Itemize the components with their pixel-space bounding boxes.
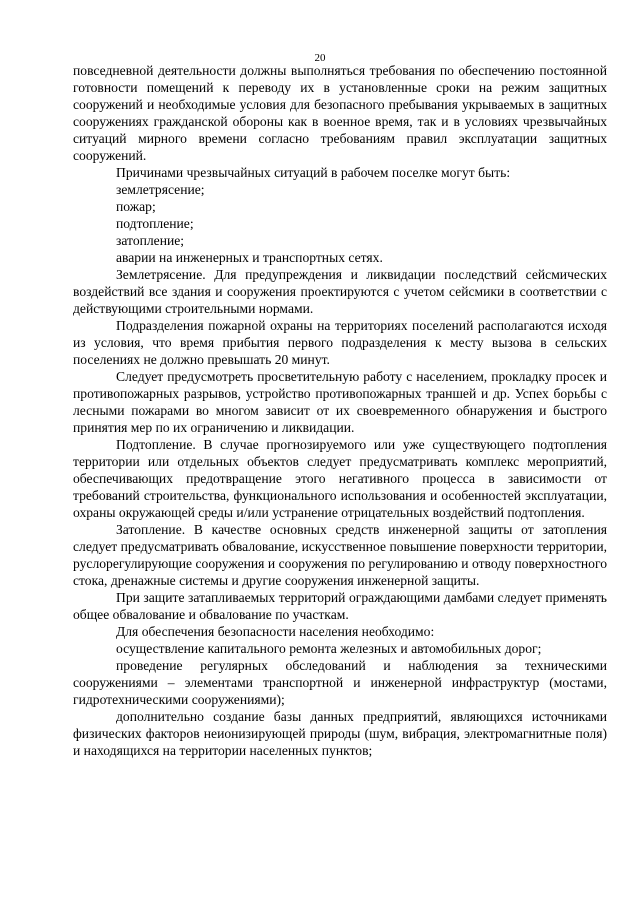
list-item-underflooding: подтопление; <box>116 216 194 231</box>
paragraph-dams: При защите затапливаемых территорий ограждающими дамбами следует применять общее обвалование и обвалование по участкам. <box>73 590 607 622</box>
paragraph-fire-units: Подразделения пожарной охраны на территориях поселений располагаются исходя из условия, что время прибытия первого подразделения к месту вызова в сельских поселениях не должно превышать 20 минут. <box>73 318 607 367</box>
document-body <box>73 62 607 759</box>
paragraph-road-repair: осуществление капитального ремонта железных и автомобильных дорог; <box>116 641 542 656</box>
paragraph-database: дополнительно создание базы данных предприятий, являющихся источниками физических факторов неионизирующей природы (шум, вибрация, электромагнитные поля) и находящихся на территории населенных пунктов; <box>73 709 607 758</box>
paragraph-continued-text: повседневной деятельности должны выполняться требования по обеспечению постоянной готовности помещений к переводу их в установленные сроки на режим защитных сооружений и необходимые условия для безопасного пребывания укрываемых в защитных сооружениях гражданской обороны как в военное время, так и в условиях чрезвычайных ситуаций мирного времени согласно требованиям правил эксплуатации защитных сооружений. <box>73 63 607 163</box>
page-number: 20 <box>314 52 326 64</box>
list-item-fire: пожар; <box>116 199 156 214</box>
paragraph-forest-fires: Следует предусмотреть просветительную работу с населением, прокладку просек и противопожарных разрывов, устройство противопожарных траншей и др. Успех борьбы с лесными пожарами во многом зависит от их своевременного обнаружения и быстрого принятия мер по их ограничению и ликвидации. <box>73 369 607 435</box>
list-item-earthquake: землетрясение; <box>116 182 205 197</box>
paragraph-flooding: Затопление. В качестве основных средств инженерной защиты от затопления следует предусматривать обвалование, искусственное повышение поверхности территории, руслорегулирующие сооружения и сооружения по регулированию и отводу поверхностного стока, дренажные системы и другие сооружения инженерной защиты. <box>73 522 607 588</box>
paragraph-safety-intro: Для обеспечения безопасности населения необходимо: <box>116 624 435 639</box>
list-item-flooding: затопление; <box>116 233 185 248</box>
paragraph-emergency-causes-intro: Причинами чрезвычайных ситуаций в рабочем поселке могут быть: <box>116 165 511 180</box>
paragraph-underflooding: Подтопление. В случае прогнозируемого или уже существующего подтопления территории или отдельных объектов следует предусматривать комплекс мероприятий, обеспечивающих предотвращение этого негативного процесса в зависимости от требований строительства, функционального использования и особенностей эксплуатации, охраны окружающей среды и/или устранение отрицательных воздействий подтопления. <box>73 437 607 520</box>
paragraph-earthquake: Землетрясение. Для предупреждения и ликвидации последствий сейсмических воздействий все здания и сооружения проектируются с учетом сейсмики в соответствии с действующими строительными нормами. <box>73 267 607 316</box>
list-item-network-accidents: аварии на инженерных и транспортных сетях. <box>116 250 383 265</box>
paragraph-inspections: проведение регулярных обследований и наблюдения за техническими сооружениями – элементами транспортной и инженерной инфраструктур (мостами, гидротехническими сооружениями); <box>73 658 607 707</box>
